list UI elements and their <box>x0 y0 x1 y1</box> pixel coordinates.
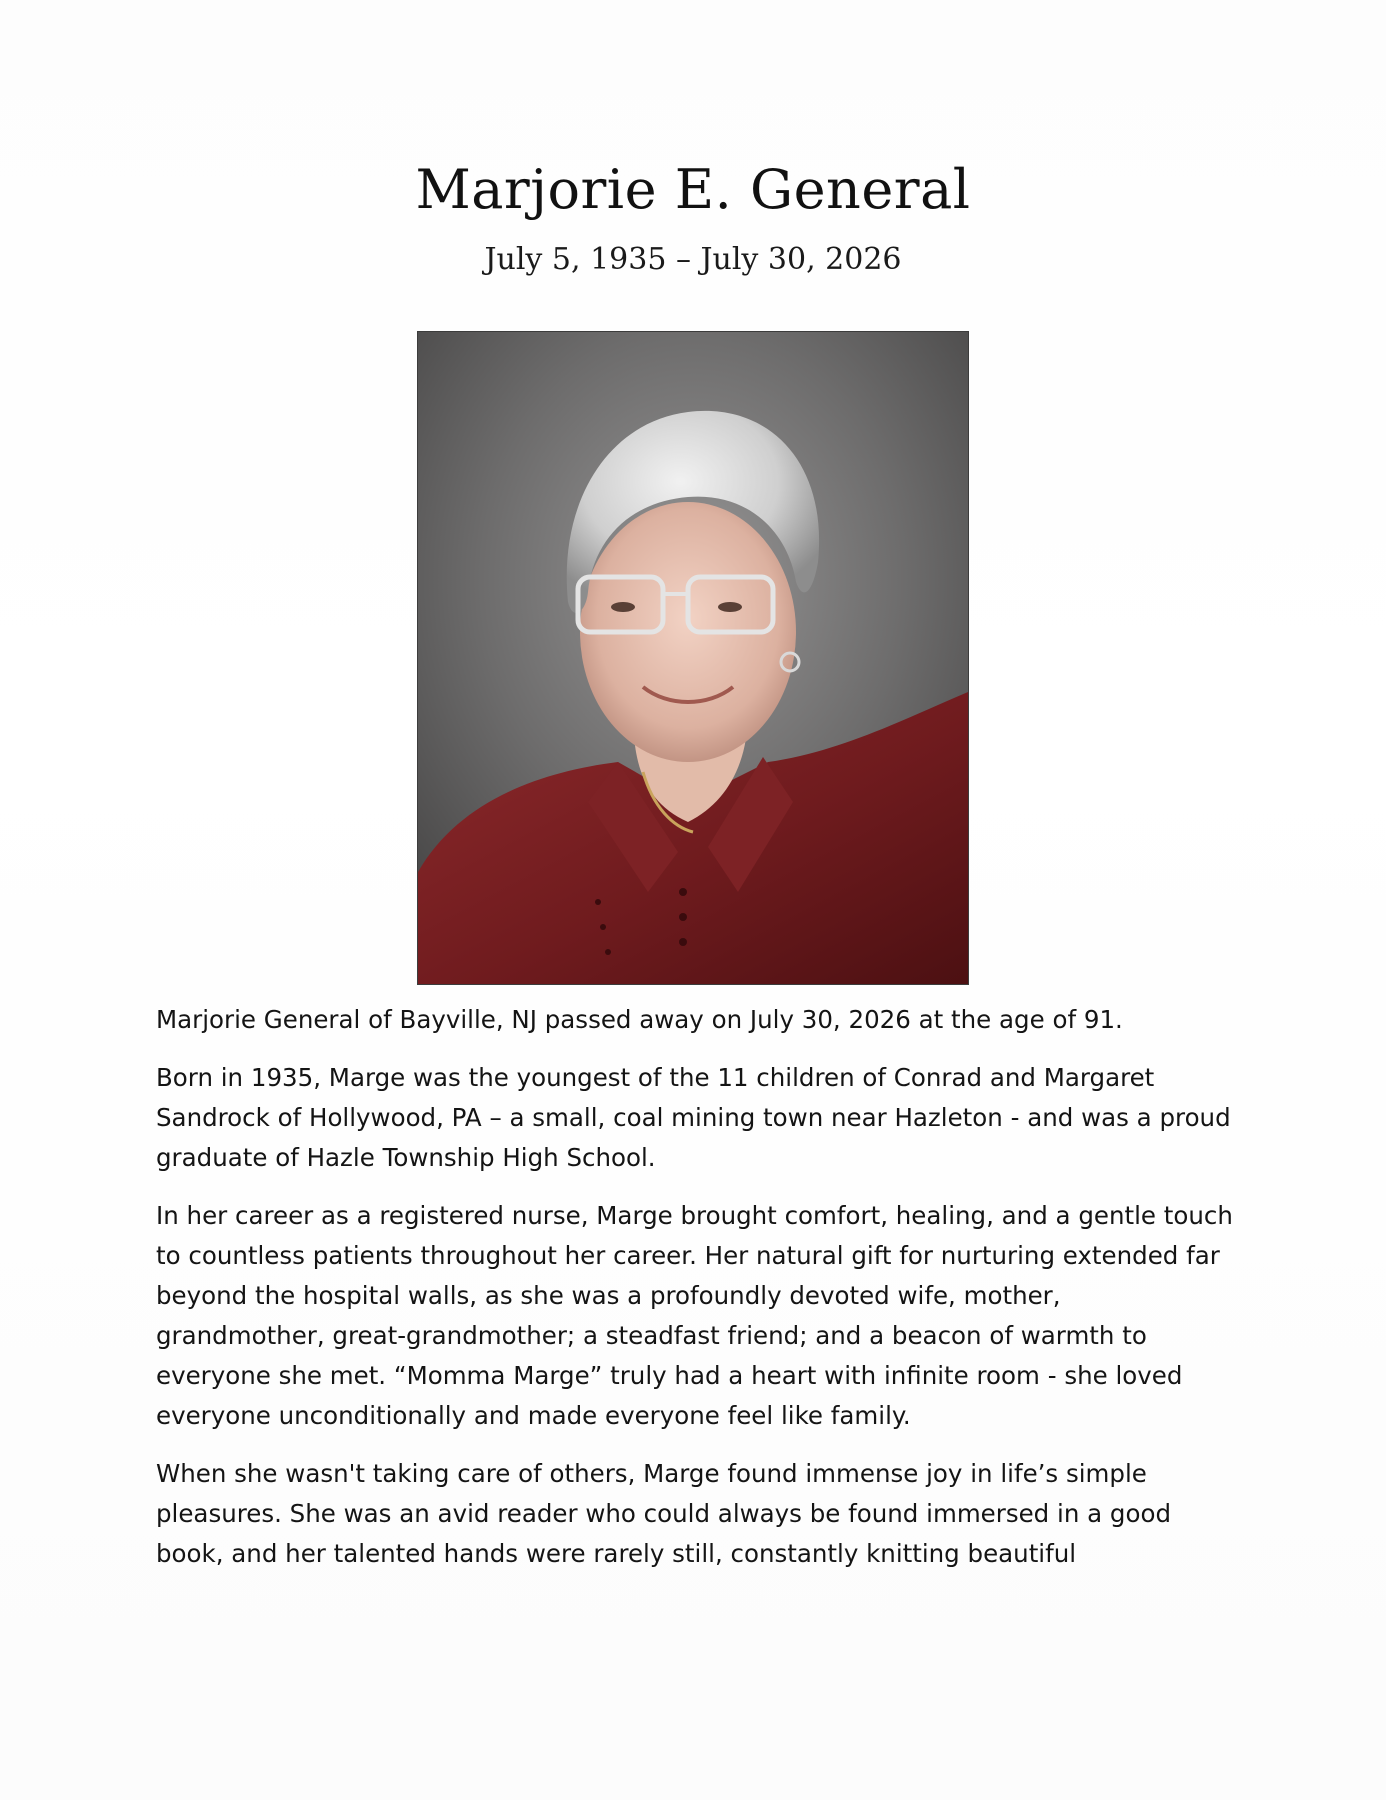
paragraph-passing: Marjorie General of Bayville, NJ passed away on July 30, 2026 at the age of 91. <box>156 1005 1123 1034</box>
portrait-photo <box>418 332 968 984</box>
paragraph-early-life: Born in 1935, Marge was the youngest of the 11 children of Conrad and Margaret Sandrock of Hollywood, PA – a small, coal mining town near Hazleton - and was a proud graduate of Hazle Township High School. <box>156 1063 1231 1172</box>
paragraph-hobbies: When she wasn't taking care of others, Marge found immense joy in life’s simple pleasures. She was an avid reader who could always be found immersed in a good book, and her talented hands were rarely still, constantly knitting beautiful <box>156 1459 1172 1568</box>
life-dates: July 5, 1935 – July 30, 2026 <box>484 242 902 277</box>
obituary-body <box>156 1000 1236 1592</box>
obituary-title: Marjorie E. General <box>415 158 971 221</box>
paragraph-career: In her career as a registered nurse, Marge brought comfort, healing, and a gentle touch to countless patients throughout her career. Her natural gift for nurturing extended far beyond the hospital walls, as she was a profoundly devoted wife, mother, grandmother, great-grandmother; a steadfast friend; and a beacon of warmth to everyone she met. “Momma Marge” truly had a heart with infinite room - she loved everyone unconditionally and made everyone feel like family. <box>156 1201 1233 1430</box>
portrait-illustration <box>418 332 968 984</box>
